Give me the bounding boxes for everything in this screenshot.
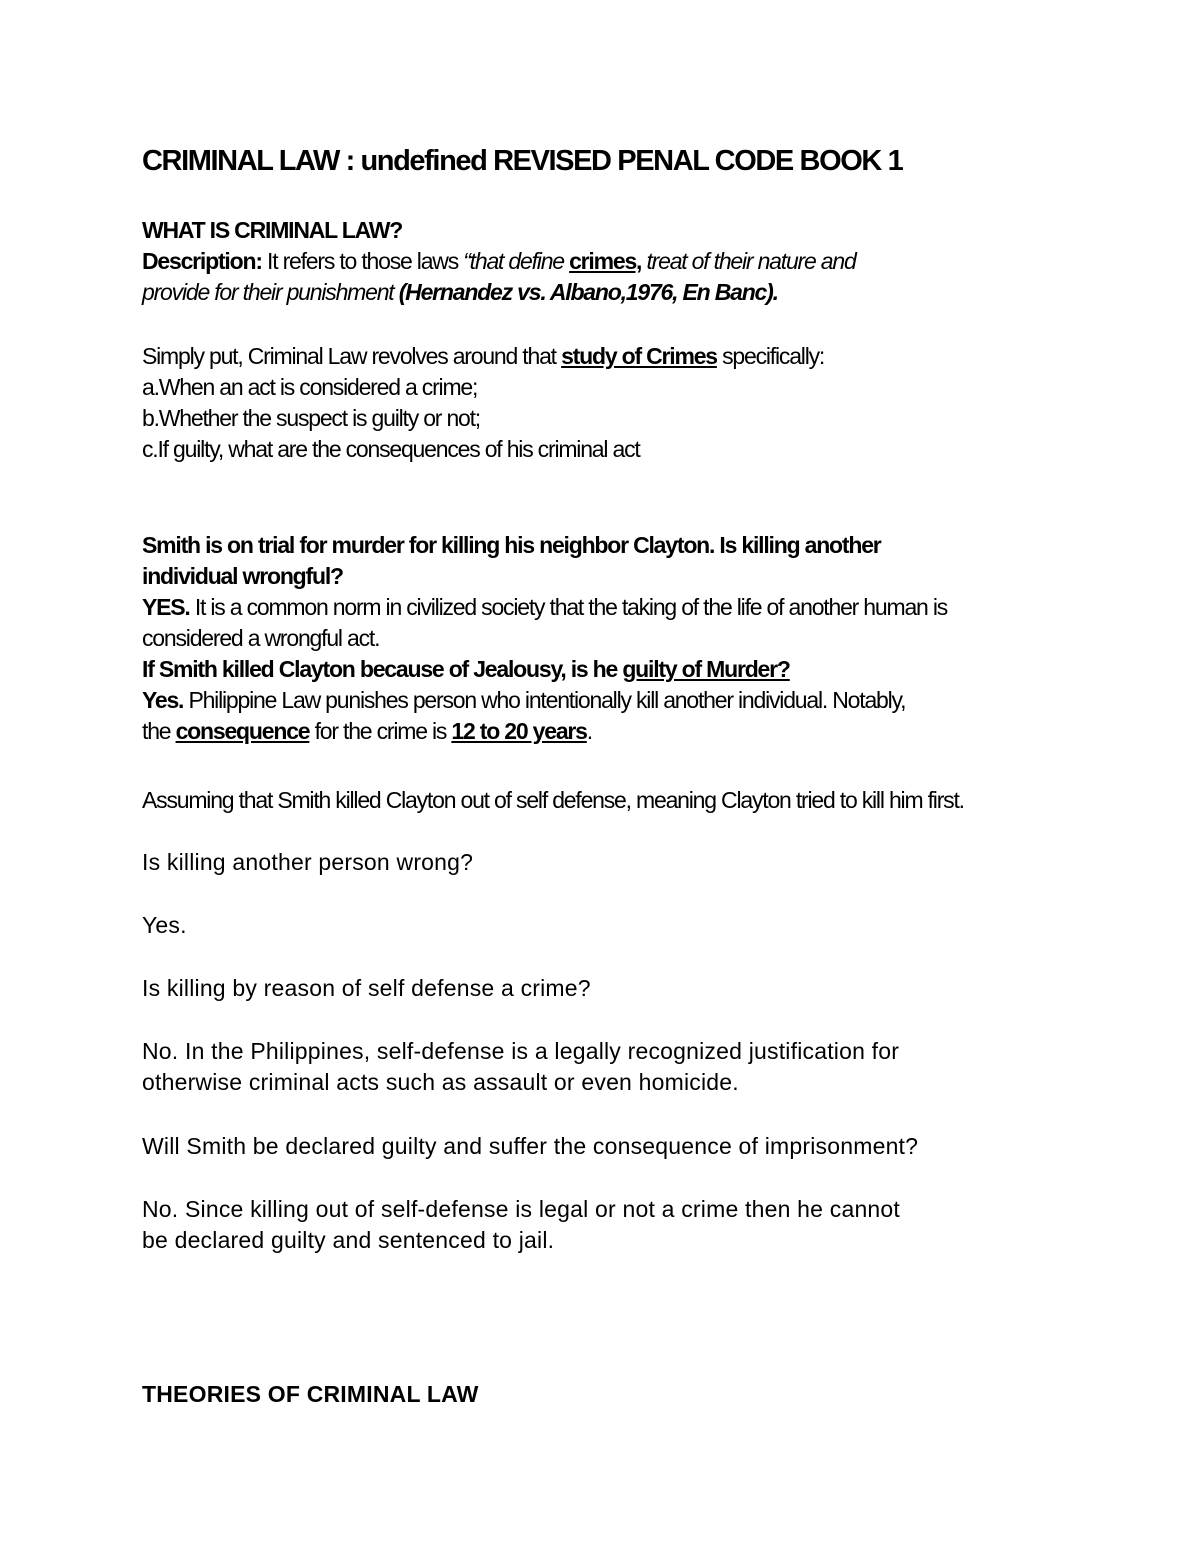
section-what-is-criminal-law xyxy=(142,215,1082,308)
answer-1: YES. It is a common norm in civilized society that the taking of the life of another human is considered a wrongful act. xyxy=(142,594,948,651)
list-item: a.When an act is considered a crime; xyxy=(142,374,478,400)
question-4: Is killing by reason of self defense a crime? xyxy=(142,975,591,1001)
document-title: CRIMINAL LAW : undefined REVISED PENAL CODE BOOK 1 xyxy=(142,145,903,177)
answer-2: Yes. Philippine Law punishes person who intentionally kill another individual. Notably, the consequence for the crime is 12 to 20 years. xyxy=(142,687,906,744)
list-item: b.Whether the suspect is guilty or not; xyxy=(142,405,481,431)
answer-3: Yes. xyxy=(142,912,187,938)
answer-5: No. Since killing out of self-defense is legal or not a crime then he cannot be declared guilty and sentenced to jail. xyxy=(142,1196,901,1253)
intro-paragraph: Simply put, Criminal Law revolves around that study of Crimes specifically: xyxy=(142,343,825,369)
answer-label: YES. xyxy=(142,594,190,620)
list-item: c.If guilty, what are the consequences of his criminal act xyxy=(142,436,640,462)
section-heading: WHAT IS CRIMINAL LAW? xyxy=(142,217,403,243)
term-sentence-years: 12 to 20 years xyxy=(451,718,587,744)
section-smith-case xyxy=(142,530,1082,747)
question-5: Will Smith be declared guilty and suffer the consequence of imprisonment? xyxy=(142,1133,919,1159)
term-study-of-crimes: study of Crimes xyxy=(561,343,717,369)
term-consequence: consequence xyxy=(175,718,310,744)
question-2: If Smith killed Clayton because of Jealousy, is he guilty of Murder? xyxy=(142,656,790,682)
answer-label: Yes. xyxy=(142,687,184,713)
term-guilty-of-murder: guilty of Murder? xyxy=(622,656,790,682)
description-paragraph: Description: It refers to those laws “that define crimes, treat of their nature and provide for their punishment (Hernandez vs. Albano,1976, En Banc). xyxy=(142,248,856,305)
answer-4: No. In the Philippines, self-defense is a legally recognized justification for otherwise criminal acts such as assault or even homicide. xyxy=(142,1038,900,1095)
question-3: Is killing another person wrong? xyxy=(142,849,474,875)
section-study-of-crimes xyxy=(142,341,1082,465)
assumption-paragraph: Assuming that Smith killed Clayton out of self defense, meaning Clayton tried to kill him first. xyxy=(142,787,964,813)
theories-heading: THEORIES OF CRIMINAL LAW xyxy=(142,1381,479,1407)
description-label: Description: xyxy=(142,248,262,274)
case-citation: (Hernandez vs. Albano,1976, En Banc). xyxy=(398,279,778,305)
term-crimes: crimes, xyxy=(569,248,642,274)
question-1: Smith is on trial for murder for killing his neighbor Clayton. Is killing another individual wrongful? xyxy=(142,532,881,589)
